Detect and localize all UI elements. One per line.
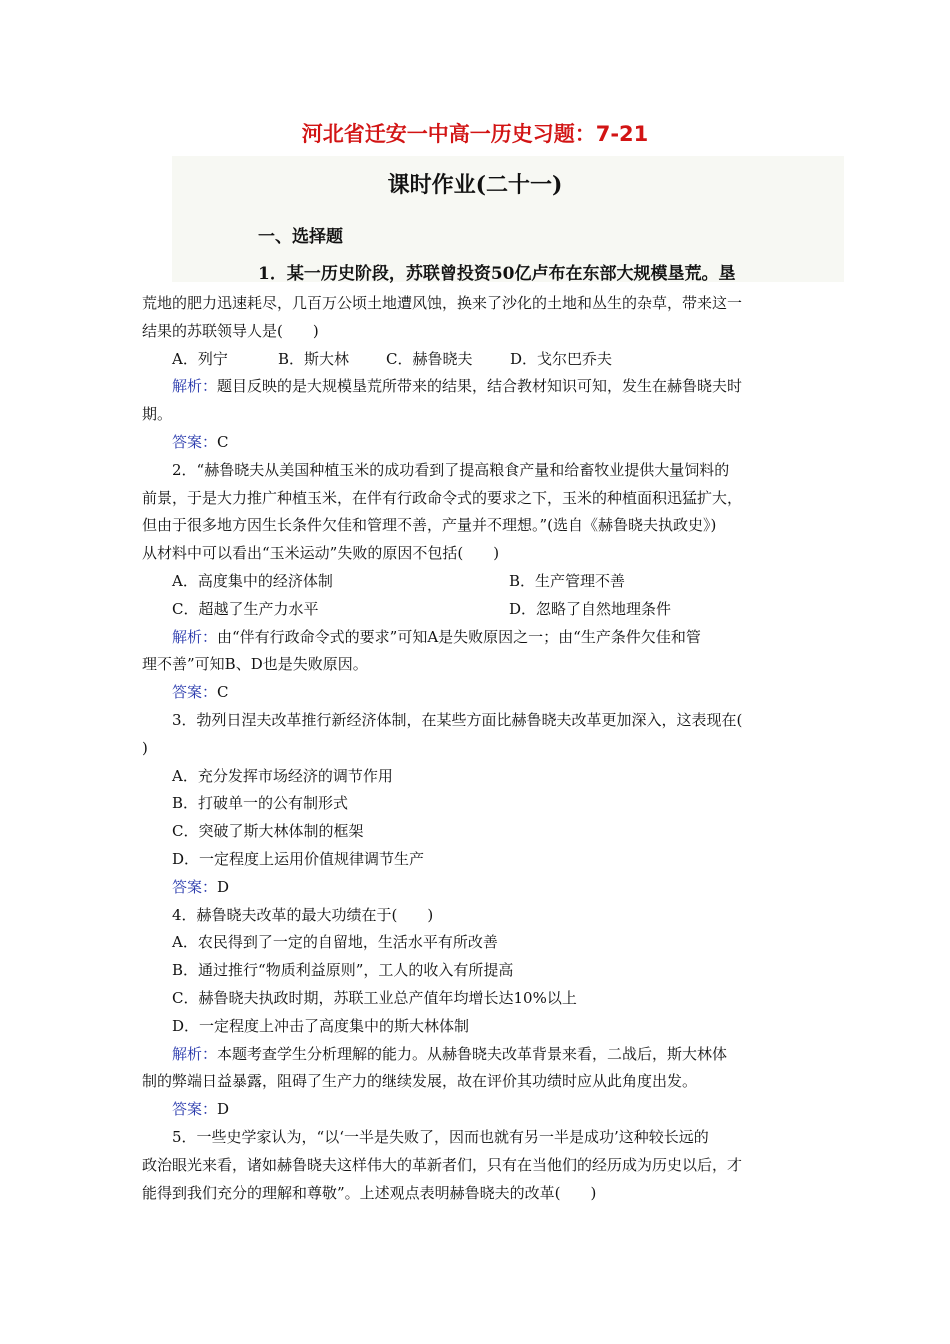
option: A．高度集中的经济体制 — [172, 571, 333, 590]
option: B．斯大林 — [278, 349, 350, 368]
option: D．戈尔巴乔夫 — [510, 349, 613, 368]
section-heading: 一、选择题 — [258, 227, 343, 247]
analysis-label: 解析： — [172, 1044, 218, 1063]
answer-label: 答案： — [172, 432, 218, 451]
option: D．忽略了自然地理条件 — [509, 599, 672, 618]
option: C．超越了生产力水平 — [172, 599, 319, 618]
answer-label: 答案： — [172, 1100, 218, 1119]
analysis-text: 题目反映的是大规模垦荒所带来的结果，结合教材知识可知，发生在赫鲁晓夫时 — [217, 377, 743, 396]
option: C．赫鲁晓夫执政时期，苏联工业总产值年均增长达10%以上 — [172, 988, 577, 1007]
option: C．突破了斯大林体制的框架 — [172, 822, 364, 841]
question-4-stem-line: 4．赫鲁晓夫改革的最大功绩在于( ) — [172, 905, 434, 924]
question-3-answer — [142, 874, 810, 902]
question-2-stem-line: 但由于很多地方因生长条件欠佳和管理不善，产量并不理想。”(选自《赫鲁晓夫执政史》) — [142, 516, 717, 535]
question-2-options — [142, 596, 810, 624]
analysis-label: 解析： — [172, 627, 218, 646]
answer-value: D — [217, 877, 230, 896]
analysis-text: 由“伴有行政命令式的要求”可知A是失败原因之一；由“生产条件欠佳和管 — [217, 627, 701, 646]
question-5-stem-line: 政治眼光来看，诸如赫鲁晓夫这样伟大的革新者们，只有在当他们的经历成为历史以后，才 — [142, 1155, 743, 1174]
question-1-stem-first-line: 1．某一历史阶段，苏联曾投资50亿卢布在东部大规模垦荒。垦 — [258, 264, 736, 284]
question-2-analysis — [142, 624, 810, 652]
questions-body — [142, 290, 810, 1207]
question-4-analysis — [142, 1041, 810, 1069]
question-3-stem-line: ) — [142, 738, 148, 757]
option: D．一定程度上运用价值规律调节生产 — [172, 849, 425, 868]
question-1-options — [142, 346, 810, 374]
answer-value: C — [217, 432, 229, 451]
question-2-stem-line: 2．“赫鲁晓夫从美国种植玉米的成功看到了提高粮食产量和给畜牧业提供大量饲料的 — [172, 460, 730, 479]
analysis-text: 期。 — [142, 405, 173, 424]
option: B．打破单一的公有制形式 — [172, 794, 349, 813]
answer-value: D — [217, 1100, 230, 1119]
question-1-answer — [142, 429, 810, 457]
answer-label: 答案： — [172, 877, 218, 896]
answer-label: 答案： — [172, 683, 218, 702]
analysis-text: 理不善”可知B、D也是失败原因。 — [142, 655, 368, 674]
question-5-stem-line: 5．一些史学家认为，“以‘一半是失败了，因而也就有另一半是成功’这种较长远的 — [172, 1127, 709, 1146]
option: A．列宁 — [172, 349, 228, 368]
question-5-stem-line: 能得到我们充分的理解和尊敬”。上述观点表明赫鲁晓夫的改革( ) — [142, 1183, 597, 1202]
document-subtitle: 课时作业(二十一) — [387, 172, 563, 198]
question-3-stem-line: 3．勃列日涅夫改革推行新经济体制，在某些方面比赫鲁晓夫改革更加深入，这表现在( — [172, 710, 743, 729]
question-2-options — [142, 568, 810, 596]
question-2-stem-line: 从材料中可以看出“玉米运动”失败的原因不包括( ) — [142, 544, 500, 563]
option: D．一定程度上冲击了高度集中的斯大林体制 — [172, 1016, 470, 1035]
question-2-stem-line: 前景，于是大力推广种植玉米，在伴有行政命令式的要求之下，玉米的种植面积迅猛扩大， — [142, 488, 743, 507]
question-1-stem-line: 荒地的肥力迅速耗尽，几百万公顷土地遭风蚀，换来了沙化的土地和丛生的杂草，带来这一 — [142, 294, 743, 312]
question-4-answer — [142, 1096, 810, 1124]
question-2-answer — [142, 679, 810, 707]
document-title: 河北省迁安一中高一历史习题：7-21 — [301, 122, 649, 146]
question-1-analysis — [142, 373, 810, 401]
analysis-text: 制的弊端日益暴露，阻碍了生产力的继续发展，故在评价其功绩时应从此角度出发。 — [142, 1072, 698, 1091]
option: A．充分发挥市场经济的调节作用 — [172, 766, 393, 785]
analysis-text: 本题考查学生分析理解的能力。从赫鲁晓夫改革背景来看，二战后，斯大林体 — [217, 1044, 728, 1063]
option: C．赫鲁晓夫 — [386, 349, 473, 368]
option: B．通过推行“物质利益原则”，工人的收入有所提高 — [172, 961, 514, 980]
option: A．农民得到了一定的自留地，生活水平有所改善 — [172, 933, 498, 952]
answer-value: C — [217, 683, 229, 702]
question-1-stem-line: 结果的苏联领导人是( ) — [142, 321, 319, 340]
analysis-label: 解析： — [172, 377, 218, 396]
option: B．生产管理不善 — [509, 571, 626, 590]
